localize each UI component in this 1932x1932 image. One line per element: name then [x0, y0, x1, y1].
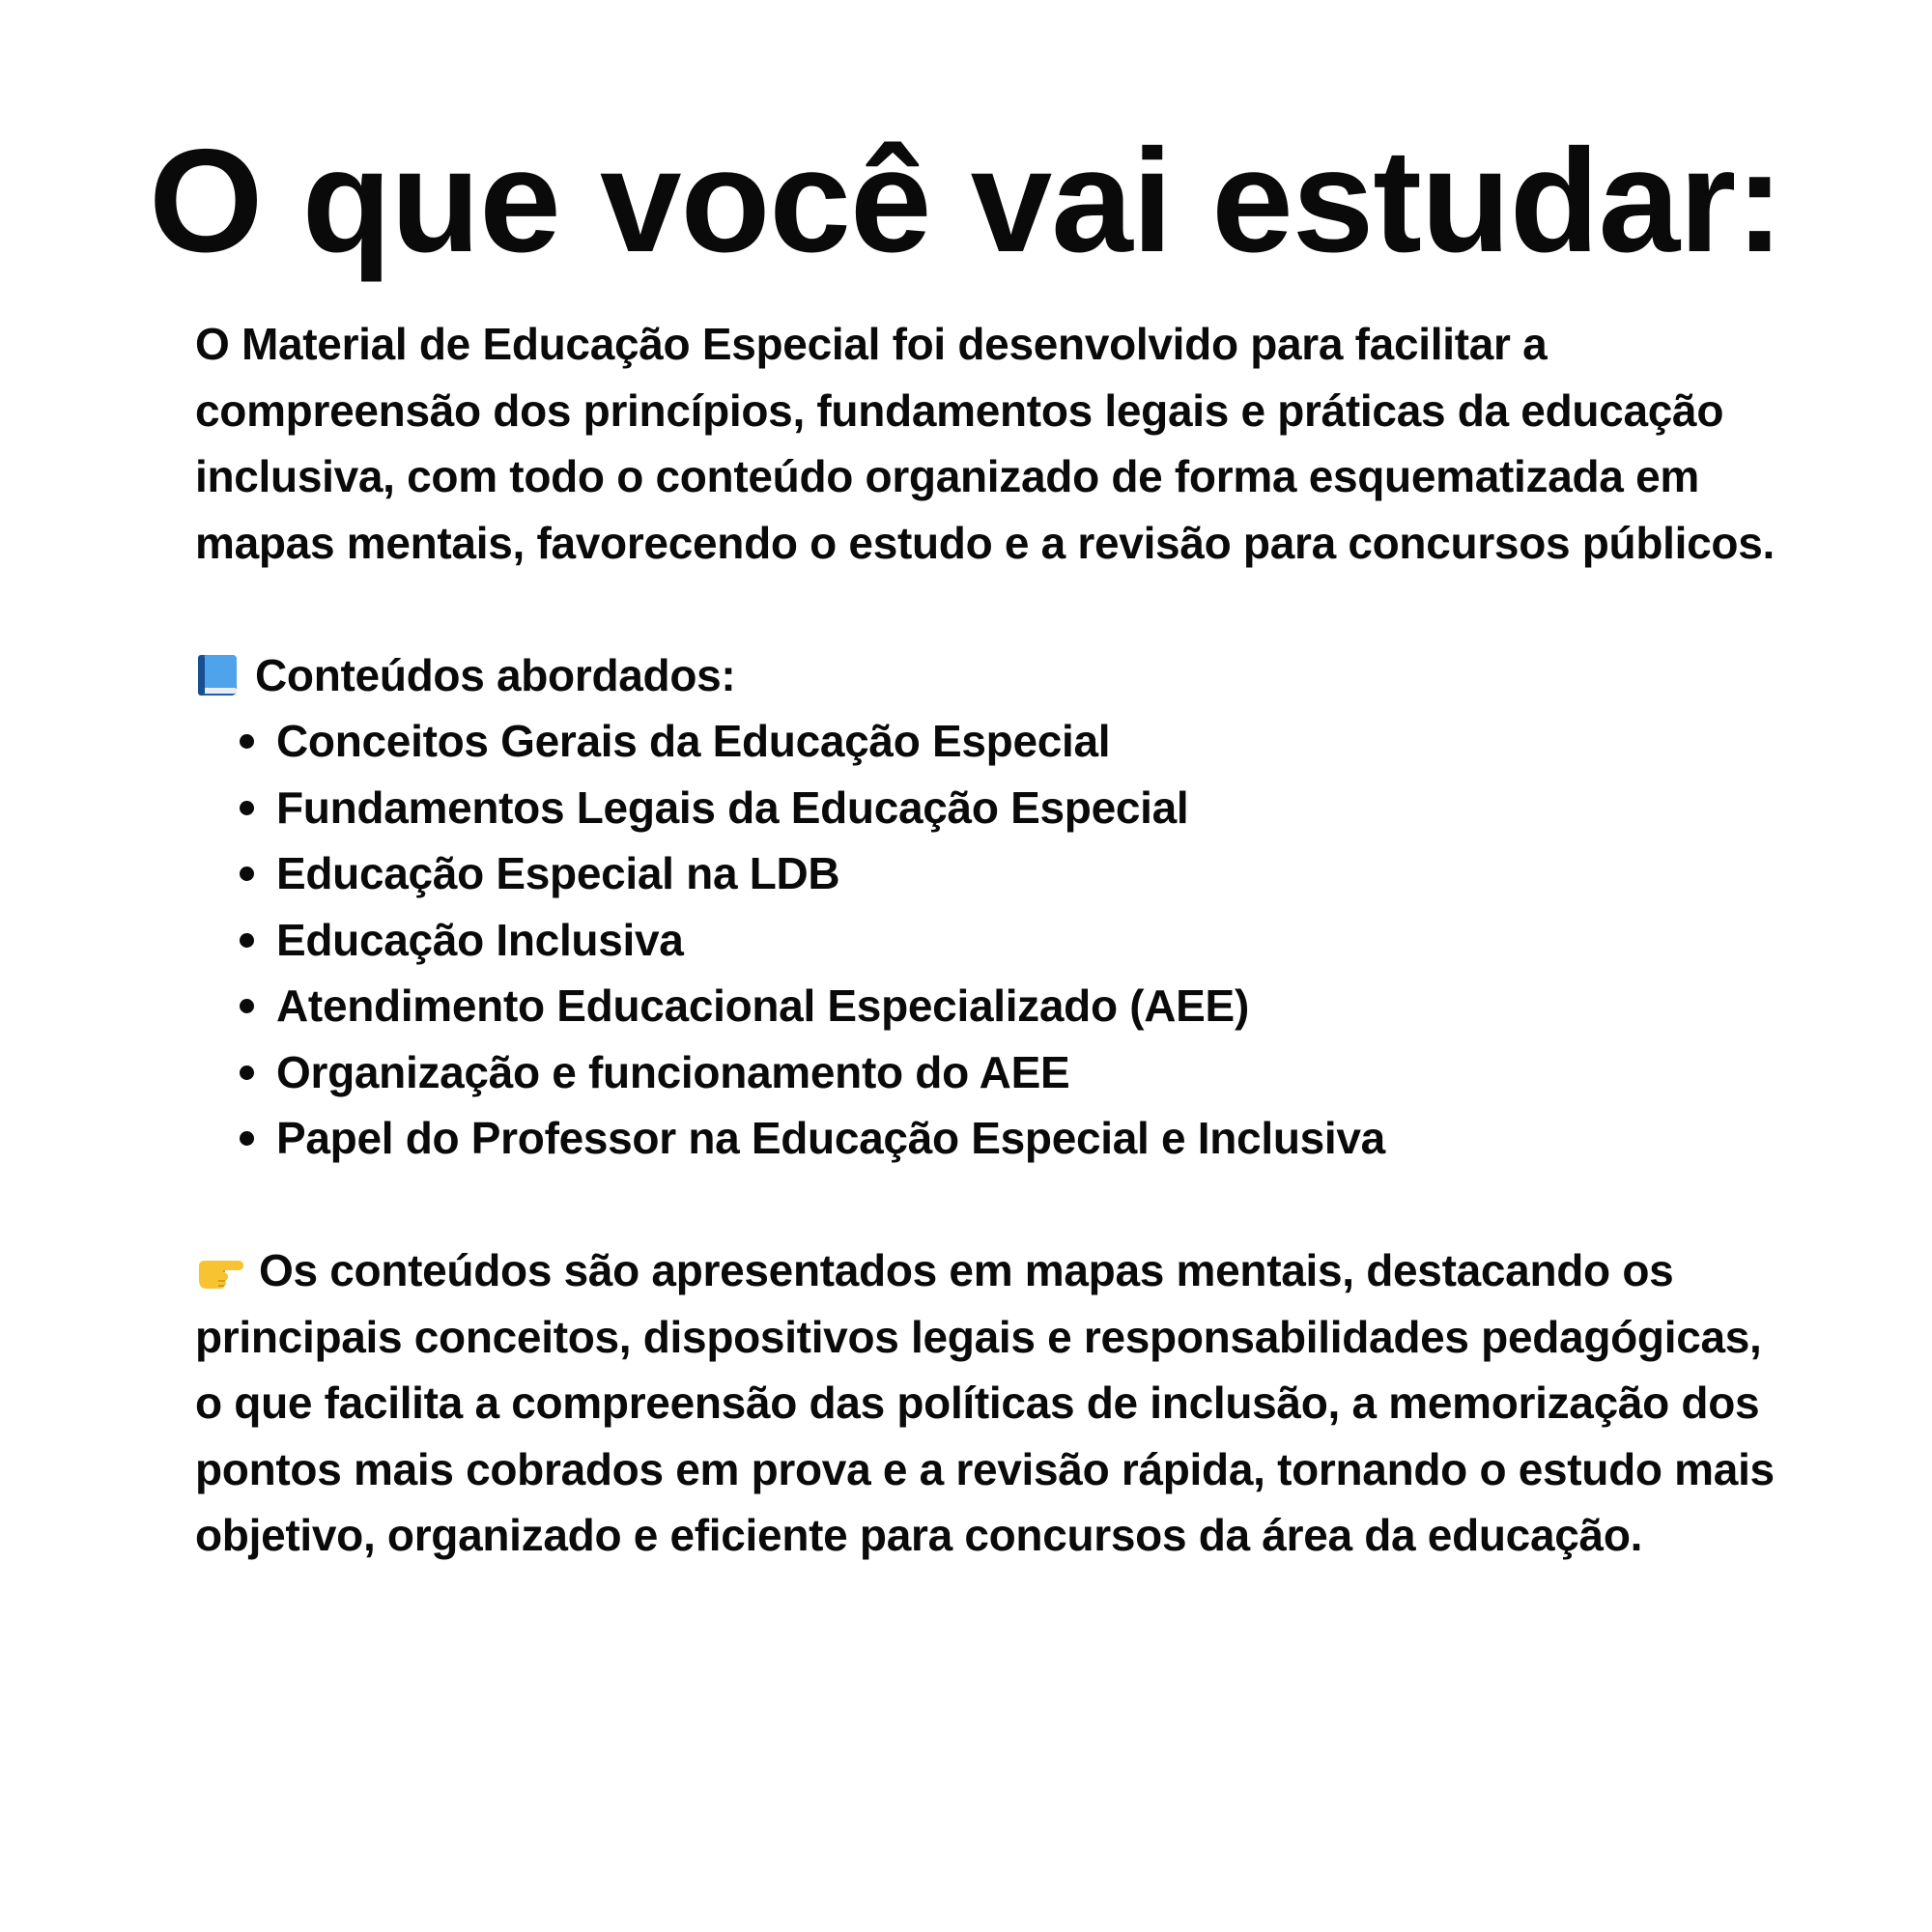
spacer [195, 1172, 1779, 1238]
closing-paragraph [195, 1237, 1779, 1569]
spacer [195, 576, 1779, 642]
list-item-label: Atendimento Educacional Especializado (AEE) [276, 980, 1249, 1031]
list-item-label: Papel do Professor na Educação Especial e Inclusiva [276, 1113, 1385, 1163]
list-item-label: Educação Especial na LDB [276, 848, 840, 898]
content-body [195, 311, 1779, 1569]
list-item-label: Fundamentos Legais da Educação Especial [276, 781, 1189, 833]
list-item [195, 907, 1779, 974]
list-item [195, 1039, 1779, 1106]
bullet-icon [240, 734, 254, 749]
closing-text: Os conteúdos são apresentados em mapas mentais, destacando os principais conceitos, dispositivos legais e responsabilidades pedagógicas, o que facilita a compreensão das políticas de inclusão, a memorização dos pontos mais cobrados em prova e a revisão rápida, tornando o estudo mais objetivo, organizado e eficiente para concursos da área da educação. [195, 1245, 1775, 1560]
bullet-icon [240, 801, 254, 815]
bullet-icon [240, 999, 254, 1013]
list-item [195, 840, 1779, 907]
list-item-label: Conceitos Gerais da Educação Especial [276, 716, 1111, 766]
list-item-label: Organização e funcionamento do AEE [276, 1046, 1070, 1097]
bullet-icon [240, 933, 254, 948]
list-item [195, 1105, 1779, 1172]
topics-list [195, 708, 1779, 1172]
pointing-hand-icon [195, 1251, 245, 1290]
bullet-icon [240, 1065, 254, 1080]
blue-book-icon [195, 653, 240, 697]
list-item-label: Educação Inclusiva [276, 914, 684, 965]
topics-heading-label: Conteúdos abordados: [255, 649, 736, 700]
list-item [195, 973, 1779, 1039]
topics-heading [195, 642, 1779, 709]
bullet-icon [240, 1131, 254, 1146]
list-item [195, 775, 1779, 841]
intro-paragraph: O Material de Educação Especial foi desenvolvido para facilitar a compreensão dos princípios, fundamentos legais e práticas da educação inclusiva, com todo o conteúdo organizado de forma esquematizada em mapas mentais, favorecendo o estudo e a revisão para concursos públicos. [195, 319, 1775, 568]
bullet-icon [240, 867, 254, 881]
list-item [195, 708, 1779, 775]
page-title: O que você vai estudar: [149, 119, 1783, 283]
